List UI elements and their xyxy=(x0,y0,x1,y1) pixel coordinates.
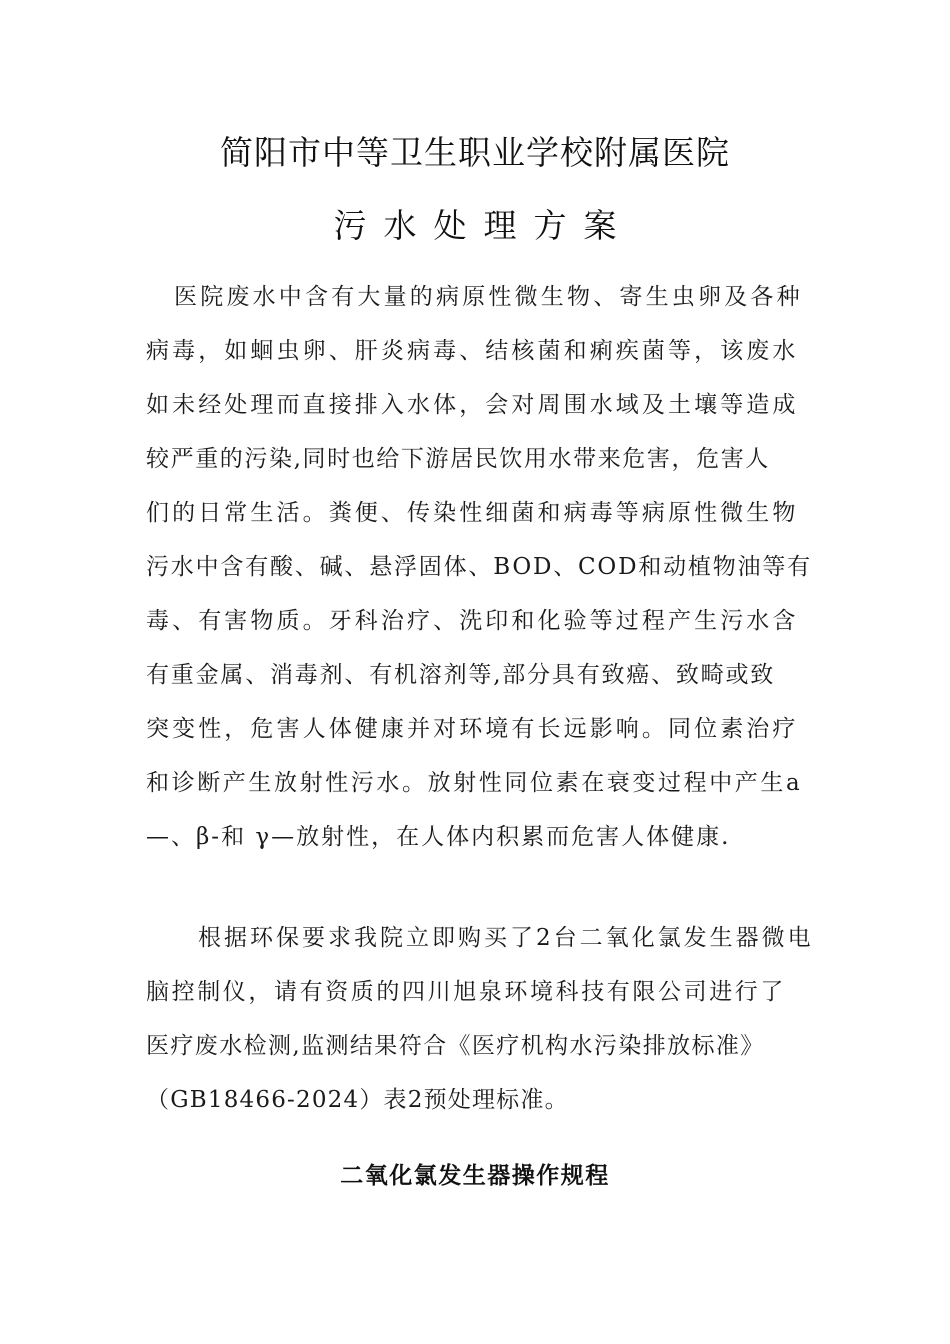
paragraph-line: （GB18466-2024）表2预处理标准。 xyxy=(146,1087,569,1113)
document-title: 简阳市中等卫生职业学校附属医院 xyxy=(220,133,730,172)
paragraph-measures xyxy=(146,911,816,1127)
paragraph-line: 根据环保要求我院立即购买了2台二氧化氯发生器微电 xyxy=(198,925,814,951)
paragraph-line: 医疗废水检测,监测结果符合《医疗机构水污染排放标准》 xyxy=(146,1033,765,1059)
paragraph-line: 较严重的污染,同时也给下游居民饮用水带来危害，危害人 xyxy=(146,446,770,472)
paragraph-line: —、β-和 γ—放射性，在人体内积累而危害人体健康. xyxy=(146,824,731,850)
paragraph-line: 污水中含有酸、碱、悬浮固体、BOD、COD和动植物油等有 xyxy=(146,554,812,580)
paragraph-line: 脑控制仪，请有资质的四川旭泉环境科技有限公司进行了 xyxy=(146,979,786,1005)
section-heading: 二氧化氯发生器操作规程 xyxy=(340,1163,610,1189)
paragraph-line: 毒、有害物质。牙科治疗、洗印和化验等过程产生污水含 xyxy=(146,608,799,634)
paragraph-intro xyxy=(146,270,816,864)
document-subtitle: 污水处理方案 xyxy=(333,206,634,245)
paragraph-line: 病毒，如蛔虫卵、肝炎病毒、结核菌和痢疾菌等，该废水 xyxy=(146,338,799,364)
paragraph-line: 如未经处理而直接排入水体，会对周围水域及土壤等造成 xyxy=(146,392,799,418)
paragraph-line: 突变性，危害人体健康并对环境有长远影响。同位素治疗 xyxy=(146,716,799,742)
paragraph-line: 有重金属、消毒剂、有机溶剂等,部分具有致癌、致畸或致 xyxy=(146,662,776,688)
paragraph-line: 医院废水中含有大量的病原性微生物、寄生虫卵及各种 xyxy=(174,284,803,310)
paragraph-line: 们的日常生活。粪便、传染性细菌和病毒等病原性微生物 xyxy=(146,500,799,526)
paragraph-line: 和诊断产生放射性污水。放射性同位素在衰变过程中产生a xyxy=(146,770,803,796)
